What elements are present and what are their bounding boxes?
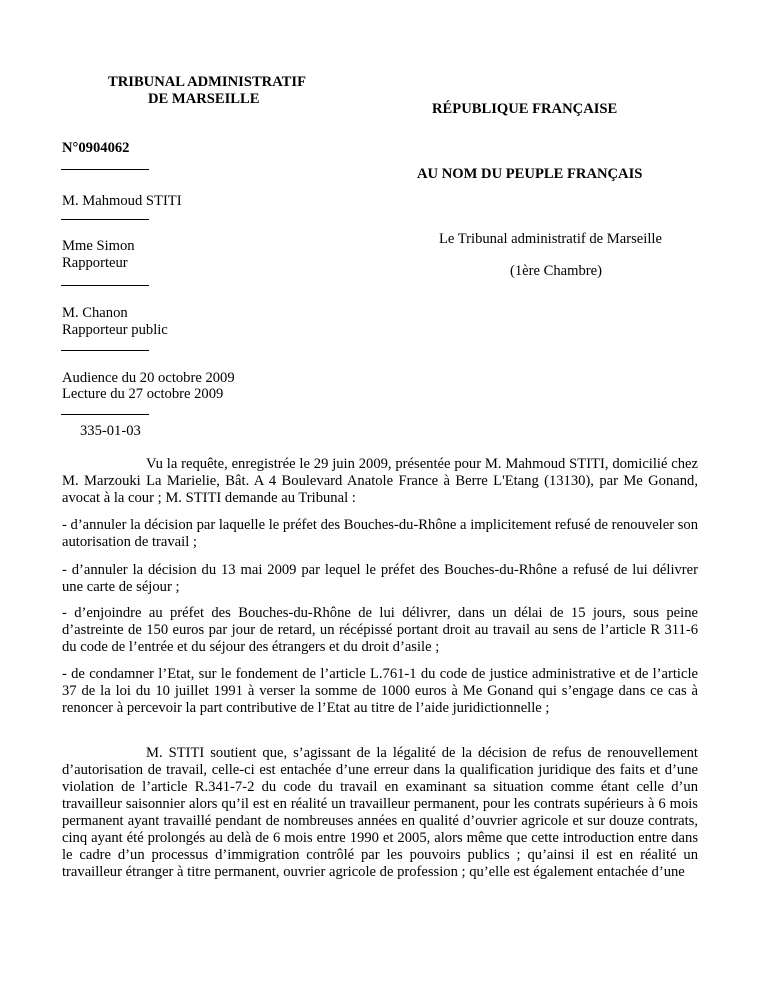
party-name: M. Mahmoud STITI bbox=[62, 193, 182, 209]
separator-rule bbox=[61, 285, 149, 286]
rapporteur-role: Rapporteur bbox=[62, 255, 128, 271]
tribunal-line: Le Tribunal administratif de Marseille bbox=[439, 231, 662, 247]
separator-rule bbox=[61, 219, 149, 220]
public-rapporteur-role: Rapporteur public bbox=[62, 322, 168, 338]
public-rapporteur-name: M. Chanon bbox=[62, 305, 128, 321]
separator-rule bbox=[61, 169, 149, 170]
paragraph-request: Vu la requête, enregistrée le 29 juin 2009, présentée pour M. Mahmoud STITI, domicilié chez M. Marzouki La Marielie, Bât. A 4 Boulevard Anatole France à Berre L'Etang (13130), par Me Gonand, avocat à la cour ; M. STITI demande au Tribunal : bbox=[62, 456, 698, 506]
court-name-line1: TRIBUNAL ADMINISTRATIF bbox=[108, 74, 306, 90]
paragraph-claim-1: - d’annuler la décision par laquelle le préfet des Bouches-du-Rhône a implicitement refusé de renouveler son autorisation de travail ; bbox=[62, 517, 698, 550]
court-name-line2: DE MARSEILLE bbox=[148, 91, 260, 107]
case-number: N°0904062 bbox=[62, 140, 130, 156]
in-name-heading: AU NOM DU PEUPLE FRANÇAIS bbox=[417, 166, 643, 182]
paragraph-arguments: M. STITI soutient que, s’agissant de la légalité de la décision de refus de renouvellement d’autorisation de travail, celle-ci est entachée d’une erreur dans la qualification juridique des faits et d’une violation de l’article R.341-7-2 du code du travail en examinant sa situation comme étant celle d’un travailleur saisonnier alors qu’il est en réalité un travailleur permanent, pour les contrats supérieurs à 6 mois permanent ayant travaillé pendant de nombreuses années en qualité d’ouvrier agricole et sur douze contrats, cinq ayant été prolongés au delà de 6 mois entre 1990 et 2005, alors même que cette introduction entre dans le cadre d’un processus d’immigration contrôlé par les pouvoirs publics ; qu’ainsi il est en réalité un travailleur étranger à titre permanent, ouvrier agricole de profession ; qu’elle est également entachée d’une bbox=[62, 745, 698, 880]
rapporteur-name: Mme Simon bbox=[62, 238, 135, 254]
reading-date: Lecture du 27 octobre 2009 bbox=[62, 386, 224, 402]
paragraph-claim-3: - d’enjoindre au préfet des Bouches-du-Rhône de lui délivrer, dans un délai de 15 jours, sous peine d’astreinte de 150 euros par jour de retard, un récépissé portant droit au travail au sens de l’article R 311-6 du code de l’entrée et du séjour des étrangers et du droit d’asile ; bbox=[62, 605, 698, 655]
separator-rule bbox=[61, 414, 149, 415]
chamber: (1ère Chambre) bbox=[510, 263, 602, 279]
paragraph-claim-4: - de condamner l’Etat, sur le fondement de l’article L.761-1 du code de justice administrative et de l’article 37 de la loi du 10 juillet 1991 à verser la somme de 1000 euros à Me Gonand qui s’engage dans ce cas à renoncer à percevoir la part contributive de l’Etat au titre de l’aide juridictionnelle ; bbox=[62, 666, 698, 716]
classification-code: 335-01-03 bbox=[80, 423, 141, 439]
republic-heading: RÉPUBLIQUE FRANÇAISE bbox=[432, 101, 618, 117]
separator-rule bbox=[61, 350, 149, 351]
hearing-date: Audience du 20 octobre 2009 bbox=[62, 370, 235, 386]
paragraph-claim-2: - d’annuler la décision du 13 mai 2009 par lequel le préfet des Bouches-du-Rhône a refusé de lui délivrer une carte de séjour ; bbox=[62, 562, 698, 595]
